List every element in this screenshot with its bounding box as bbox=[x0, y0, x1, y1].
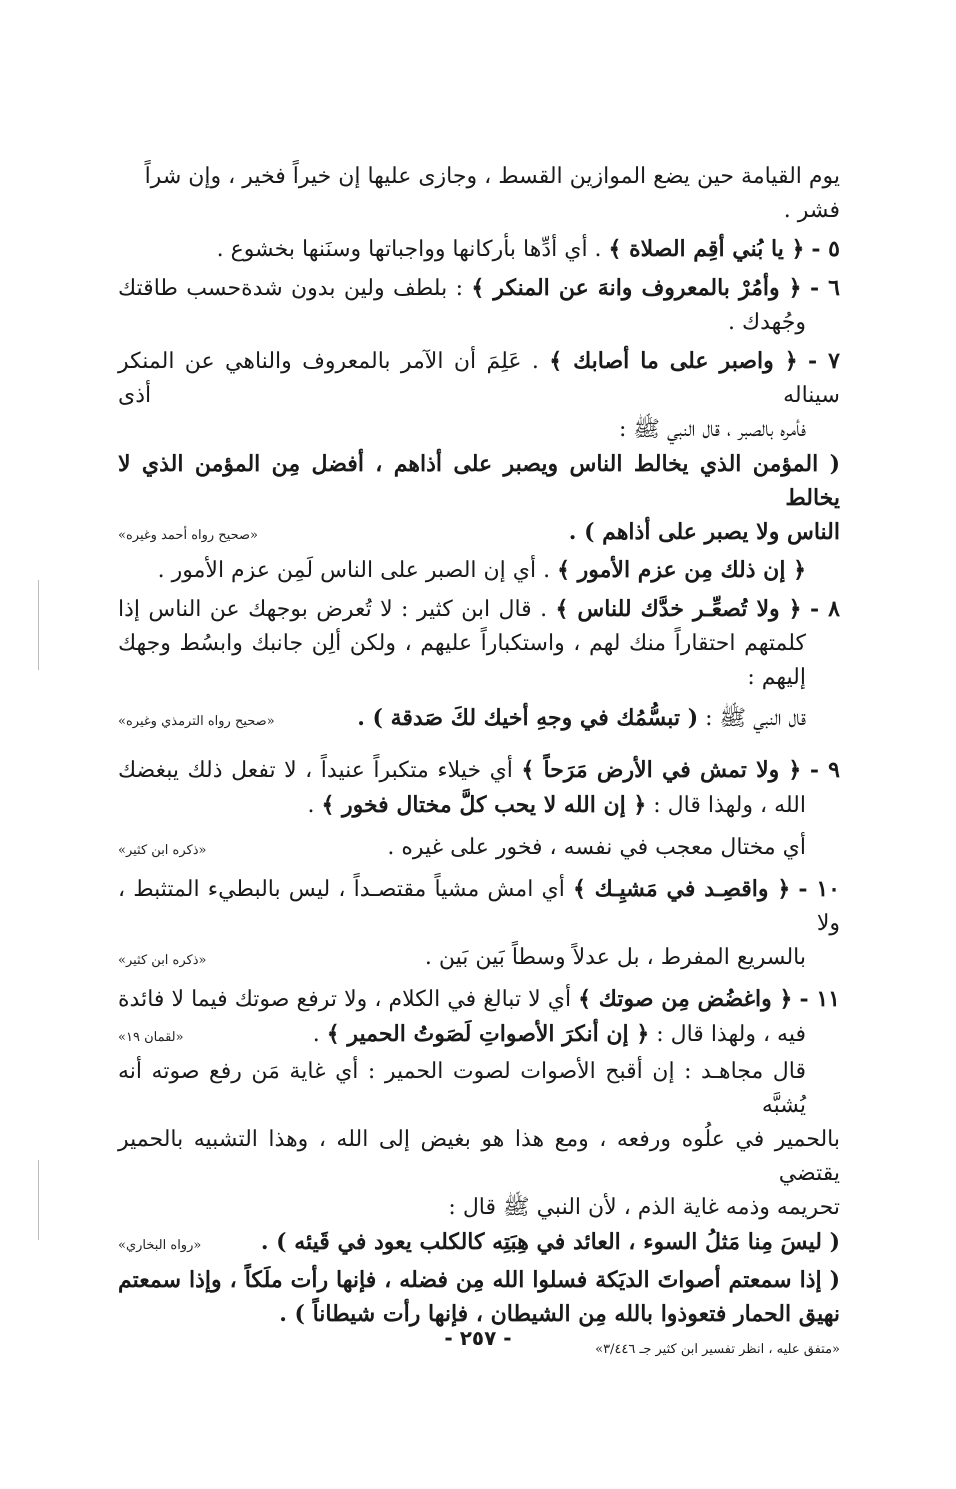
quran-quote: ﴿ يا بُني أقِم الصلاة ﴾ bbox=[608, 236, 805, 262]
hadith-text: ( المؤمن الذي يخالط الناس ويصبر على أذاهم ، أفضل مِن المؤمن الذي لا يخالط bbox=[118, 451, 840, 511]
item-number: ٧ - bbox=[808, 348, 840, 374]
explanation-line bbox=[118, 831, 840, 868]
item-text: . bbox=[312, 1022, 320, 1047]
item-text: بالسريع المفرط ، بل عدلاً وسطاً بَين بَين . bbox=[424, 945, 806, 970]
hadith-line bbox=[118, 701, 840, 739]
item-8 bbox=[118, 592, 840, 739]
item-text: . عَلِمَ أن الآمر بالمعروف والناهي عن المنكر سيناله أذى bbox=[118, 349, 840, 408]
text-line: يوم القيامة حين يضع الموازين القسط ، وجازى عليها إن خيراً فخير ، وإن شراً فشر . bbox=[144, 164, 840, 223]
item-10 bbox=[118, 872, 840, 978]
hadith-line bbox=[118, 515, 840, 553]
item-number: ٦ - bbox=[809, 275, 840, 301]
source-reference: «صحيح رواه الترمذي وغيره» bbox=[118, 714, 275, 729]
item-6 bbox=[118, 271, 840, 340]
footnote: «متفق عليه ، انظر تفسير ابن كثير جـ ٣/٤٤٦» bbox=[595, 1342, 840, 1357]
item-5 bbox=[118, 232, 840, 267]
item-text: إليهم : bbox=[747, 665, 806, 690]
item-number: ١١ - bbox=[799, 986, 840, 1012]
hadith-line bbox=[118, 1225, 840, 1263]
hadith-text: ( ليسَ مِنا مَثلُ السوء ، العائد في هِبَتِه كالكلب يعود في قَيئه ) . bbox=[260, 1229, 840, 1255]
item-text: أي امش مشياً مقتصـداً ، ليس بالبطيء المتثبط ، ولا bbox=[118, 877, 840, 936]
item-text: بالحمير في علُوه ورفعه ، ومع هذا هو بغيض إلى الله ، وهذا التشبيه بالحمير يقتضي bbox=[118, 1127, 840, 1186]
source-reference: «ذكره ابن كثير» bbox=[118, 843, 207, 858]
quran-quote: ﴿ واقصِـد في مَشيِـك ﴾ bbox=[572, 876, 791, 902]
hadith-text: الناس ولا يصبر على أذاهم ) . bbox=[568, 519, 840, 545]
explanation-line bbox=[118, 1017, 840, 1055]
quran-quote: ﴿ إن الله لا يحب كلَّ مختال فخور ﴾ bbox=[321, 792, 647, 818]
item-text: . أي أدِّها بأركانها وواجباتها وسنَنها بخشوع . bbox=[216, 237, 602, 262]
item-text: : بلطف ولين بدون شدةحسب طاقتك bbox=[118, 276, 463, 301]
page-number: - ٢٥٧ - bbox=[444, 1326, 512, 1350]
page-edge-mark bbox=[38, 580, 39, 670]
item-number: ٩ - bbox=[809, 757, 840, 783]
item-number: ٨ - bbox=[809, 596, 840, 622]
hadith-text: نهيق الحمار فتعوذوا بالله مِن الشيطان ، فإنها رأت شيطاناً ) . bbox=[279, 1301, 840, 1327]
quran-quote: ﴿ ولا تمش في الأرض مَرَحاً ﴾ bbox=[521, 757, 802, 783]
source-reference: «صحيح رواه أحمد وغيره» bbox=[118, 528, 258, 543]
item-text: أي خيلاء متكبراً عنيداً ، لا تفعل ذلك يبغضك bbox=[118, 758, 513, 783]
item-text: وجُهدك . bbox=[727, 310, 806, 335]
quran-quote: ﴿ إن ذلك مِن عزم الأمور ﴾ bbox=[557, 557, 806, 583]
hadith-text: ( تبسُّمُك في وجهِ أخيك لكَ صَدقة ) . bbox=[357, 705, 699, 731]
item-7 bbox=[118, 344, 840, 588]
quran-quote: ﴿ واغضُض مِن صوتك ﴾ bbox=[578, 986, 793, 1012]
item-text: قال مجاهـد : إن أقبح الأصوات لصوت الحمير : أي غاية مَن رفع صوته أنه يُشبَّه bbox=[118, 1059, 806, 1118]
item-11 bbox=[118, 982, 840, 1367]
source-reference: «ذكره ابن كثير» bbox=[118, 953, 207, 968]
hadith-text: ( إذا سمعتم أصواتَ الديَكة فسلوا الله مِن فضله ، فإنها رأت ملَكاً ، وإذا سمعتم bbox=[118, 1267, 840, 1293]
item-number: ١٠ - bbox=[798, 876, 840, 902]
quran-quote: ﴿ ولا تُصعِّـر خدَّك للناس ﴾ bbox=[555, 596, 802, 622]
item-text: فيه ، ولهذا قال : bbox=[656, 1022, 806, 1047]
quran-quote: ﴿ وأمُرْ بالمعروف وانهَ عن المنكر ﴾ bbox=[471, 275, 802, 301]
item-text: . أي إن الصبر على الناس لَمِن عزم الأمور . bbox=[157, 558, 551, 583]
item-text: كلمتهم احتقاراً منك لهم ، واستكباراً عليهم ، ولكن ألِن جانبك وابسُط وجهك bbox=[118, 631, 806, 656]
item-text: . قال ابن كثير : لا تُعرض بوجهك عن الناس إذا bbox=[118, 597, 548, 622]
item-number: ٥ - bbox=[811, 236, 840, 262]
item-text: تحريمه وذمه غاية الذم ، لأن النبي ﷺ قال : bbox=[448, 1195, 840, 1220]
item-text: فأمره بالصبر ، قال النبي ﷺ : bbox=[619, 417, 806, 442]
quran-quote: ﴿ إن أنكرَ الأصواتِ لَصَوتُ الحمير ﴾ bbox=[326, 1021, 650, 1047]
page-edge-mark bbox=[38, 1160, 39, 1240]
source-reference: «رواه البخاري» bbox=[118, 1238, 202, 1253]
item-text: أي مختال معجب في نفسه ، فخور على غيره . bbox=[387, 835, 806, 860]
item-text: . bbox=[307, 793, 315, 818]
item-9 bbox=[118, 753, 840, 868]
item-text: أي لا تبالغ في الكلام ، ولا ترفع صوتك فيما لا فائدة bbox=[118, 987, 572, 1012]
item-text: الله ، ولهذا قال : bbox=[653, 793, 806, 818]
quran-quote: ﴿ واصبر على ما أصابك ﴾ bbox=[549, 348, 798, 374]
source-reference: «لقمان ١٩» bbox=[118, 1030, 184, 1045]
explanation-line bbox=[118, 941, 840, 978]
paragraph-0 bbox=[118, 160, 840, 228]
page-body bbox=[118, 160, 840, 1367]
hadith-intro: قال النبي ﷺ : bbox=[705, 706, 806, 731]
